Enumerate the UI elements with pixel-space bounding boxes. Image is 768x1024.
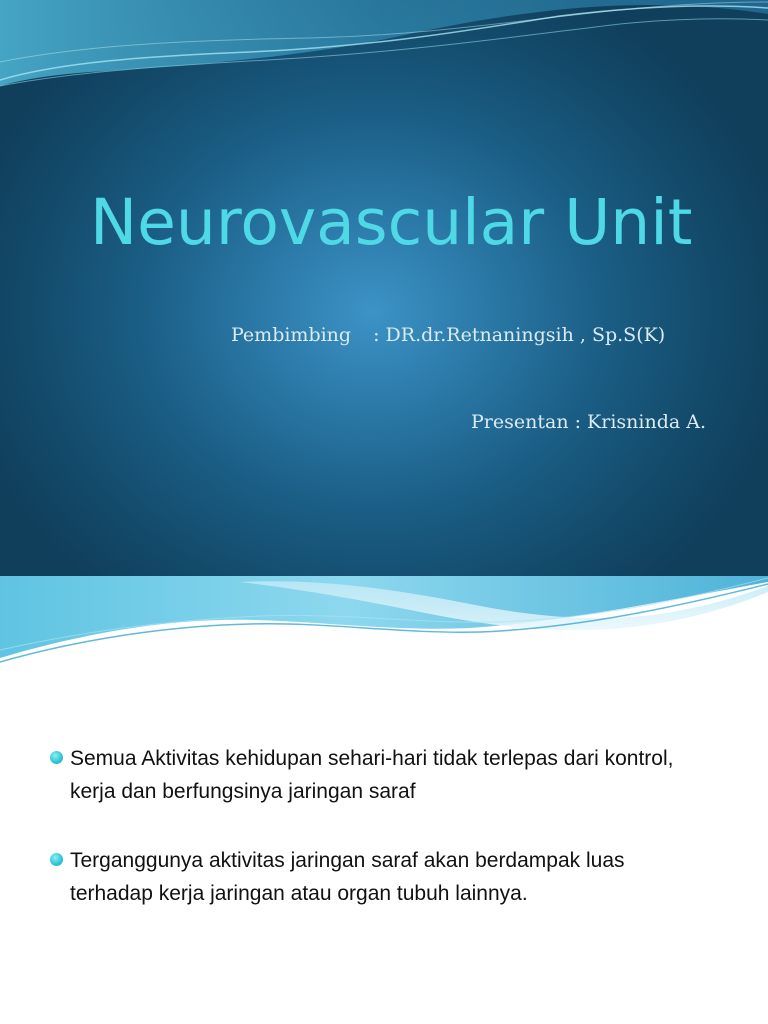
presenter-label: Presentan [471,411,569,433]
list-item [48,742,708,808]
content-wave-decoration [0,576,768,676]
advisor-line [231,324,665,346]
list-item [48,844,708,910]
slide-title: Neurovascular Unit [90,186,693,259]
bullet-text: Semua Aktivitas kehidupan sehari-hari tidak terlepas dari kontrol, kerja dan berfungsinya jaringan saraf [70,747,674,803]
presenter-value: : Krisninda A. [574,411,706,433]
bullet-list [48,742,708,946]
advisor-label: Pembimbing [231,324,352,346]
bullet-text: Terganggunya aktivitas jaringan saraf akan berdampak luas terhadap kerja jaringan atau organ tubuh lainnya. [70,849,625,905]
advisor-value: : DR.dr.Retnaningsih , Sp.S(K) [373,324,666,346]
presenter-line [471,411,706,433]
top-wave-decoration [0,0,768,100]
bullet-dot-icon [50,751,63,764]
bullet-dot-icon [50,853,63,866]
content-slide [0,576,768,1024]
